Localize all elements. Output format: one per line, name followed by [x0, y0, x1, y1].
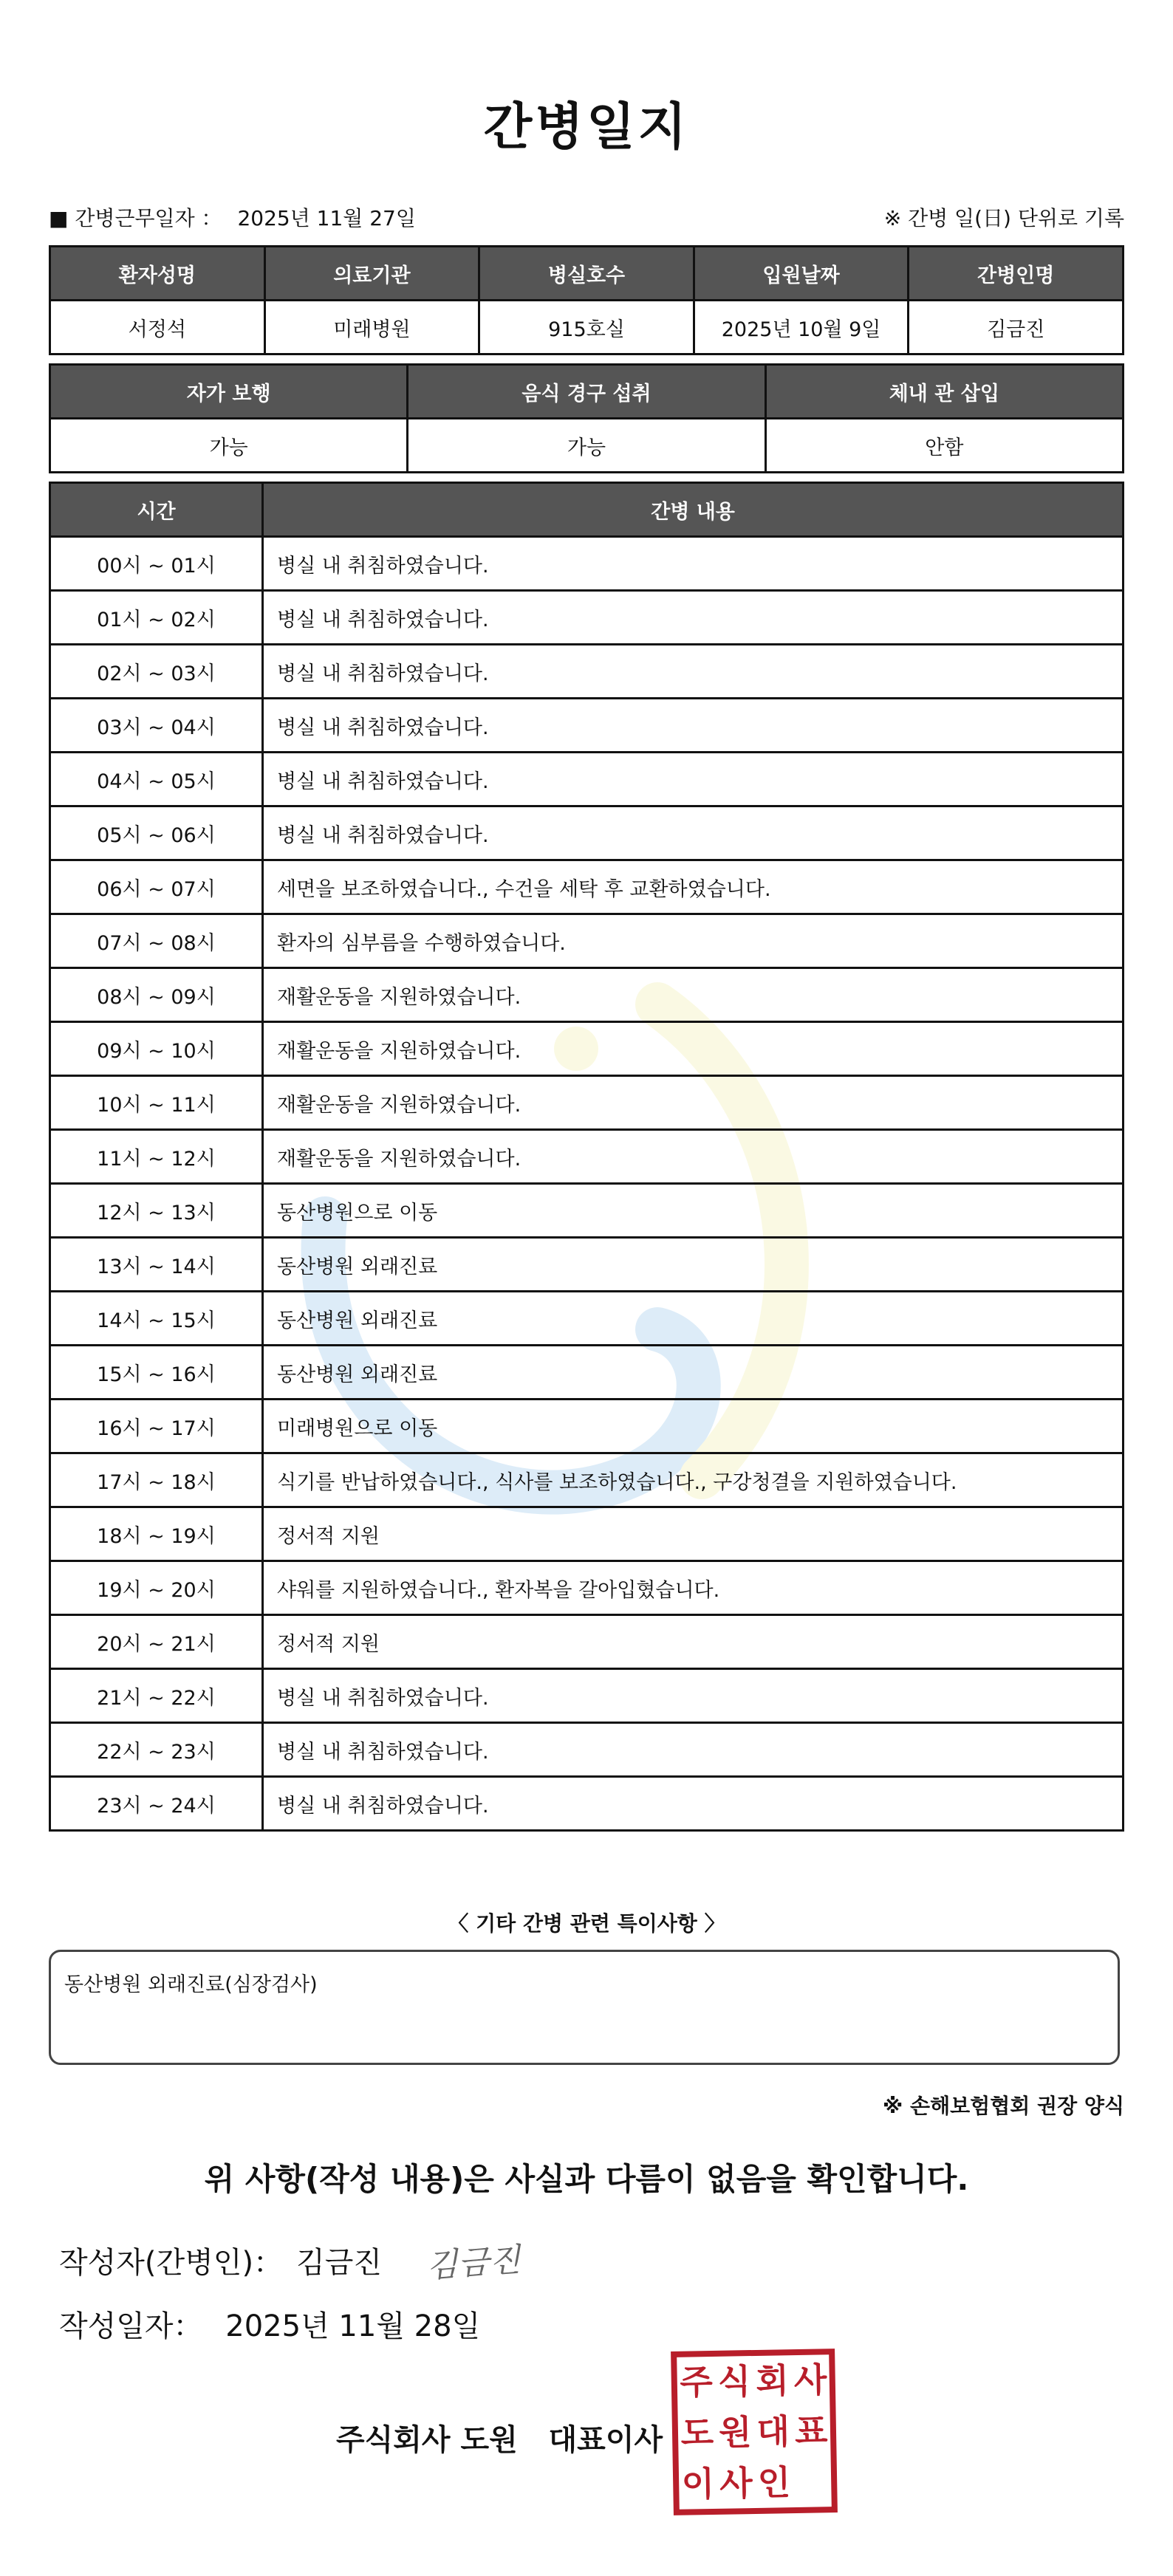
log-content: 동산병원으로 이동: [263, 1184, 1124, 1238]
log-content: 병실 내 취침하였습니다.: [263, 1777, 1124, 1831]
status-header-row: [50, 365, 1124, 419]
log-row: [50, 1292, 1124, 1346]
handwritten-signature: 김금진: [425, 2241, 522, 2286]
header-walking: 자가 보행: [50, 365, 408, 419]
seal-char: 회: [755, 2360, 790, 2402]
log-content: 재활운동을 지원하였습니다.: [263, 1130, 1124, 1184]
log-content: 동산병원 외래진료: [263, 1292, 1124, 1346]
write-date-line: [59, 2303, 480, 2345]
seal-char: 식: [717, 2361, 751, 2402]
log-content: 재활운동을 지원하였습니다.: [263, 1076, 1124, 1130]
log-time: 13시 ~ 14시: [50, 1238, 263, 1292]
log-time: 14시 ~ 15시: [50, 1292, 263, 1346]
log-content: 재활운동을 지원하였습니다.: [263, 968, 1124, 1022]
log-row: [50, 537, 1124, 591]
log-row: [50, 1723, 1124, 1777]
log-row: [50, 753, 1124, 806]
log-content: 병실 내 취침하였습니다.: [263, 699, 1124, 753]
log-row: [50, 806, 1124, 860]
log-body: [50, 537, 1124, 1831]
company-seal-stamp: [671, 2349, 838, 2515]
log-content: 병실 내 취침하였습니다.: [263, 645, 1124, 699]
log-row: [50, 1453, 1124, 1507]
log-row: [50, 1615, 1124, 1669]
log-content: 병실 내 취침하였습니다.: [263, 806, 1124, 860]
log-time: 10시 ~ 11시: [50, 1076, 263, 1130]
seal-char: 사: [719, 2462, 753, 2504]
log-content: 정서적 지원: [263, 1615, 1124, 1669]
log-time: 06시 ~ 07시: [50, 860, 263, 914]
confirmation-statement: 위 사항(작성 내용)은 사실과 다름이 없음을 확인합니다.: [204, 2161, 969, 2197]
writer-line: [59, 2236, 521, 2284]
work-date-label: ■ 간병근무일자 ：: [49, 206, 222, 230]
page-title: 간병일지: [483, 98, 690, 157]
log-content: 병실 내 취침하였습니다.: [263, 753, 1124, 806]
log-time: 08시 ~ 09시: [50, 968, 263, 1022]
log-time: 00시 ~ 01시: [50, 537, 263, 591]
log-content: 재활운동을 지원하였습니다.: [263, 1022, 1124, 1076]
header-tube: 체내 관 삽입: [765, 365, 1123, 419]
log-row: [50, 1507, 1124, 1561]
walking-value: 가능: [50, 419, 408, 473]
log-time: 15시 ~ 16시: [50, 1346, 263, 1400]
oral-intake-value: 가능: [408, 419, 765, 473]
writer-name: 김금진: [296, 2245, 382, 2280]
seal-char: 원: [718, 2412, 752, 2453]
recommend-note: ※ 손해보험협회 권장 양식: [883, 2094, 1124, 2118]
log-row: [50, 860, 1124, 914]
log-content: 병실 내 취침하였습니다.: [263, 1669, 1124, 1723]
log-time: 03시 ~ 04시: [50, 699, 263, 753]
company-representative: 주식회사 도원 대표이사: [336, 2423, 663, 2457]
log-time: 12시 ~ 13시: [50, 1184, 263, 1238]
log-header-row: [50, 483, 1124, 537]
status-table: [49, 363, 1124, 473]
log-row: [50, 1022, 1124, 1076]
seal-char: 주: [679, 2362, 714, 2403]
log-content: 병실 내 취침하였습니다.: [263, 591, 1124, 645]
log-row: [50, 914, 1124, 968]
log-row: [50, 591, 1124, 645]
seal-char: 대: [756, 2411, 790, 2452]
hospital-name: 미래병원: [264, 301, 479, 354]
log-time: 19시 ~ 20시: [50, 1561, 263, 1615]
caregiver-name: 김금진: [909, 301, 1124, 354]
unit-note: ※ 간병 일(日) 단위로 기록: [883, 206, 1124, 230]
log-content: 미래병원으로 이동: [263, 1400, 1124, 1453]
seal-char: 인: [757, 2462, 791, 2503]
log-time: 11시 ~ 12시: [50, 1130, 263, 1184]
room-number: 915호실: [479, 301, 694, 354]
log-time: 22시 ~ 23시: [50, 1723, 263, 1777]
log-row: [50, 1400, 1124, 1453]
patient-name: 서정석: [50, 301, 265, 354]
log-row: [50, 645, 1124, 699]
patient-value-row: [50, 301, 1124, 354]
log-content: 세면을 보조하였습니다., 수건을 세탁 후 교환하였습니다.: [263, 860, 1124, 914]
log-content: 샤워를 지원하였습니다., 환자복을 갈아입혔습니다.: [263, 1561, 1124, 1615]
meta-row: [49, 201, 1124, 233]
log-content: 동산병원 외래진료: [263, 1346, 1124, 1400]
work-date: [49, 202, 416, 232]
patient-table: [49, 245, 1124, 355]
special-notes-box: [49, 1950, 1120, 2065]
log-content: 정서적 지원: [263, 1507, 1124, 1561]
seal-char: 사: [793, 2360, 827, 2401]
log-row: [50, 1669, 1124, 1723]
special-notes-text: 동산병원 외래진료(심장검사): [64, 1973, 318, 1996]
writer-label: 작성자(간병인)：: [59, 2245, 284, 2280]
log-content: 동산병원 외래진료: [263, 1238, 1124, 1292]
seal-char: 표: [794, 2411, 828, 2452]
log-row: [50, 1184, 1124, 1238]
header-hospital: 의료기관: [264, 247, 479, 301]
write-date-value: 2025년 11월 28일: [225, 2309, 481, 2343]
log-row: [50, 699, 1124, 753]
log-time: 20시 ~ 21시: [50, 1615, 263, 1669]
log-time: 04시 ~ 05시: [50, 753, 263, 806]
log-time: 07시 ~ 08시: [50, 914, 263, 968]
log-row: [50, 1777, 1124, 1831]
header-room: 병실호수: [479, 247, 694, 301]
write-date-label: 작성일자：: [59, 2309, 203, 2343]
log-time: 01시 ~ 02시: [50, 591, 263, 645]
seal-spacer: [793, 2481, 831, 2482]
seal-char: 이: [681, 2463, 715, 2504]
work-date-value: 2025년 11월 27일: [237, 206, 416, 230]
log-content: 식기를 반납하였습니다., 식사를 보조하였습니다., 구강청결을 지원하였습니다.: [263, 1453, 1124, 1507]
header-oral-intake: 음식 경구 섭취: [408, 365, 765, 419]
admission-date: 2025년 10월 9일: [694, 301, 909, 354]
log-time: 02시 ~ 03시: [50, 645, 263, 699]
seal-char: 도: [680, 2412, 714, 2453]
log-row: [50, 1561, 1124, 1615]
log-time: 21시 ~ 22시: [50, 1669, 263, 1723]
log-content: 병실 내 취침하였습니다.: [263, 1723, 1124, 1777]
log-row: [50, 1346, 1124, 1400]
log-time: 05시 ~ 06시: [50, 806, 263, 860]
log-time: 16시 ~ 17시: [50, 1400, 263, 1453]
header-content: 간병 내용: [263, 483, 1124, 537]
tube-value: 안함: [765, 419, 1123, 473]
log-time: 23시 ~ 24시: [50, 1777, 263, 1831]
log-content: 병실 내 취침하였습니다.: [263, 537, 1124, 591]
log-time: 18시 ~ 19시: [50, 1507, 263, 1561]
log-row: [50, 1130, 1124, 1184]
log-time: 09시 ~ 10시: [50, 1022, 263, 1076]
header-caregiver: 간병인명: [909, 247, 1124, 301]
log-time: 17시 ~ 18시: [50, 1453, 263, 1507]
header-time: 시간: [50, 483, 263, 537]
care-log-table: [49, 482, 1124, 1832]
log-row: [50, 1238, 1124, 1292]
log-row: [50, 1076, 1124, 1130]
patient-header-row: [50, 247, 1124, 301]
header-admission-date: 입원날짜: [694, 247, 909, 301]
log-row: [50, 968, 1124, 1022]
header-patient-name: 환자성명: [50, 247, 265, 301]
log-content: 환자의 심부름을 수행하였습니다.: [263, 914, 1124, 968]
status-value-row: [50, 419, 1124, 473]
special-notes-title: 〈 기타 간병 관련 특이사항 〉: [448, 1911, 725, 1936]
